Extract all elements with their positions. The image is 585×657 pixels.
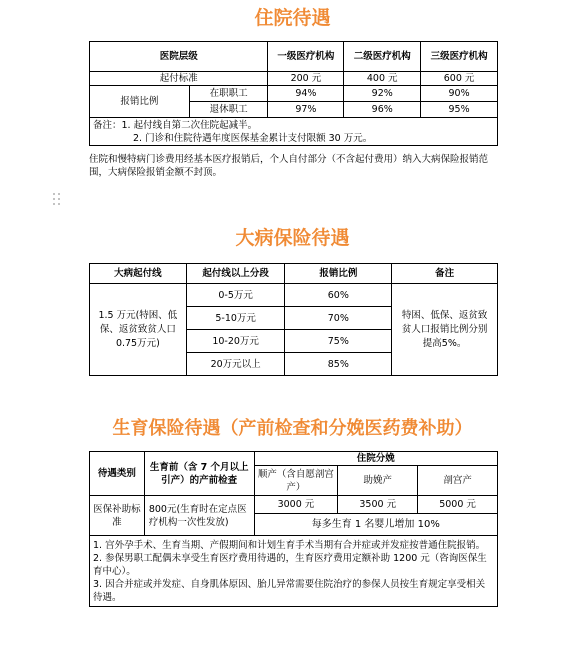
- band-range: 10-20万元: [186, 330, 285, 353]
- header-remark: 备注: [392, 264, 498, 284]
- row-label-subsidy: 医保补助标准: [90, 496, 145, 536]
- ratio-value: 92%: [344, 86, 421, 102]
- header-benefit-type: 待遇类别: [90, 452, 145, 496]
- header-hospital-level: 医院层级: [90, 42, 268, 72]
- remark-line-1: 备注：1. 起付线自第二次住院起减半。: [93, 119, 258, 131]
- band-ratio: 70%: [285, 307, 392, 330]
- hospitalization-table: [89, 41, 498, 146]
- header-band: 起付线以上分段: [186, 264, 285, 284]
- critical-illness-table: [89, 263, 498, 376]
- ratio-value: 94%: [268, 86, 344, 102]
- sub-header-assisted: 助娩产: [338, 466, 418, 496]
- band-ratio: 75%: [285, 330, 392, 353]
- assisted-value: 3500 元: [338, 496, 418, 514]
- section-title-critical-illness: 大病保险待遇: [235, 227, 350, 249]
- header-delivery: 住院分娩: [254, 452, 497, 466]
- section-title-maternity: 生育保险待遇（产前检查和分娩医药费补助）: [112, 418, 473, 439]
- extra-birth-note: 每多生育 1 名婴儿增加 10%: [254, 514, 497, 536]
- ratio-value: 96%: [344, 102, 421, 118]
- deductible-label: 起付标准: [90, 72, 268, 86]
- threshold-value: 1.5 万元(特困、低保、返贫致贫人口 0.75万元): [90, 284, 187, 376]
- header-level-2: 二级医疗机构: [344, 42, 421, 72]
- ratio-value: 90%: [421, 86, 498, 102]
- band-ratio: 60%: [285, 284, 392, 307]
- note-item: 1. 宫外孕手术、生育当期、产假期间和计划生育手术当期有合并症或并发症按普通住院报销。: [93, 540, 486, 551]
- header-level-1: 一级医疗机构: [268, 42, 344, 72]
- natural-value: 3000 元: [254, 496, 338, 514]
- sub-header-natural: 顺产（含自愿剖宫产）: [254, 466, 338, 496]
- reimbursement-ratio-label: 报销比例: [90, 86, 190, 118]
- cesarean-value: 5000 元: [418, 496, 498, 514]
- header-prenatal: 生育前（含 7 个月以上引产）的产前检查: [144, 452, 254, 496]
- header-threshold: 大病起付线: [90, 264, 187, 284]
- band-range: 5-10万元: [186, 307, 285, 330]
- row-label-employed: 在职职工: [189, 86, 268, 102]
- maternity-table: [89, 451, 498, 607]
- ratio-value: 97%: [268, 102, 344, 118]
- remark-line-2: 2. 门诊和住院待遇年度医保基金累计支付限额 30 万元。: [133, 132, 373, 144]
- header-ratio: 报销比例: [285, 264, 392, 284]
- critical-illness-remark: 特困、低保、返贫致贫人口报销比例分别提高5%。: [392, 284, 498, 376]
- row-label-retired: 退休职工: [189, 102, 268, 118]
- deductible-value: 200 元: [268, 72, 344, 86]
- remark-cell: [90, 118, 498, 146]
- maternity-notes: [90, 536, 498, 607]
- deductible-value: 400 元: [344, 72, 421, 86]
- section-title-hospitalization: 住院待遇: [254, 7, 331, 29]
- band-ratio: 85%: [285, 353, 392, 376]
- ratio-value: 95%: [421, 102, 498, 118]
- header-level-3: 三级医疗机构: [421, 42, 498, 72]
- drag-handle-icon[interactable]: [52, 192, 62, 206]
- note-item: 3. 因合并症或并发症、自身肌体原因、胎儿异常需要住院治疗的参保人员按生育规定享受相关待遇。: [93, 579, 486, 603]
- band-range: 20万元以上: [186, 353, 285, 376]
- hospitalization-paragraph: 住院和慢特病门诊费用经基本医疗报销后，个人自付部分（不含起付费用）纳入大病保险报销范围，大病保险报销金额不封顶。: [89, 154, 489, 178]
- prenatal-value: 800元(生育时在定点医疗机构一次性发放): [144, 496, 254, 536]
- band-range: 0-5万元: [186, 284, 285, 307]
- note-item: 2. 参保男职工配偶未享受生育医疗费用待遇的，生育医疗费用定额补助 1200 元（咨询医保生育中心）。: [93, 553, 487, 577]
- deductible-value: 600 元: [421, 72, 498, 86]
- sub-header-cesarean: 剖宫产: [418, 466, 498, 496]
